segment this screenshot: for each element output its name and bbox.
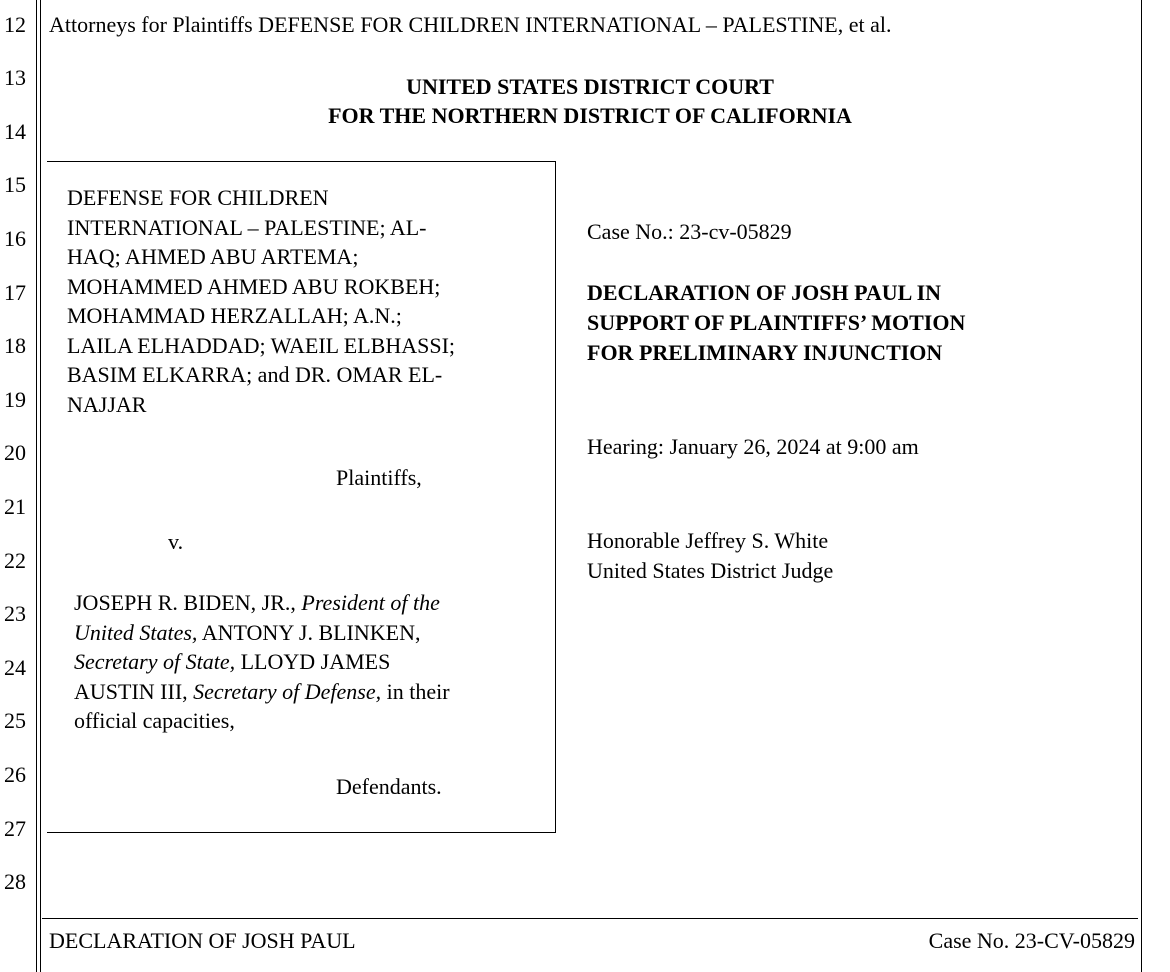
judge-name: Honorable Jeffrey S. White bbox=[587, 528, 829, 553]
line-number: 24 bbox=[4, 655, 26, 680]
judge-title: United States District Judge bbox=[587, 558, 834, 583]
defendants-names bbox=[74, 588, 450, 736]
right-margin-rule bbox=[1141, 0, 1142, 972]
footer-case-number: Case No. 23-CV-05829 bbox=[928, 928, 1135, 953]
footer-title: DECLARATION OF JOSH PAUL bbox=[49, 928, 356, 953]
line-number: 13 bbox=[4, 65, 26, 90]
line-number: 12 bbox=[4, 12, 26, 37]
defendants-line-2: United States, ANTONY J. BLINKEN, bbox=[74, 619, 421, 645]
defendants-label: Defendants. bbox=[336, 774, 442, 799]
line-number: 18 bbox=[4, 333, 26, 358]
plaintiffs-line: DEFENSE FOR CHILDREN bbox=[67, 185, 329, 210]
plaintiffs-line: NAJJAR bbox=[67, 391, 147, 417]
plaintiffs-line: MOHAMMAD HERZALLAH; A.N.; bbox=[67, 303, 402, 328]
line-number: 19 bbox=[4, 387, 26, 412]
document-title bbox=[587, 278, 965, 368]
line-numbers bbox=[0, 0, 30, 972]
line-number: 21 bbox=[4, 494, 26, 519]
line-number: 14 bbox=[4, 119, 26, 144]
document-title-line: FOR PRELIMINARY INJUNCTION bbox=[587, 340, 943, 365]
line-number: 23 bbox=[4, 601, 26, 626]
line-number: 26 bbox=[4, 762, 26, 787]
left-margin-rule-2 bbox=[40, 0, 41, 972]
line-number: 25 bbox=[4, 708, 26, 733]
plaintiffs-line: HAQ; AHMED ABU ARTEMA; bbox=[67, 244, 359, 269]
plaintiffs-line: INTERNATIONAL – PALESTINE; AL- bbox=[67, 214, 427, 240]
line-number: 17 bbox=[4, 280, 26, 305]
defendants-line-1: JOSEPH R. BIDEN, JR., President of the bbox=[74, 590, 440, 615]
line-number: 22 bbox=[4, 548, 26, 573]
plaintiffs-line: LAILA ELHADDAD; WAEIL ELBHASSI; bbox=[67, 332, 456, 358]
line-number: 20 bbox=[4, 440, 26, 465]
line-number: 27 bbox=[4, 816, 26, 841]
left-margin-rule-1 bbox=[36, 0, 37, 972]
versus: v. bbox=[168, 529, 184, 554]
document-title-line: DECLARATION OF JOSH PAUL IN bbox=[587, 280, 942, 305]
plaintiffs-names bbox=[67, 183, 455, 419]
plaintiffs-label: Plaintiffs, bbox=[336, 465, 422, 490]
case-number: Case No.: 23-cv-05829 bbox=[587, 219, 792, 244]
defendants-line-5: official capacities, bbox=[74, 708, 235, 733]
court-name: UNITED STATES DISTRICT COURT bbox=[406, 74, 774, 99]
court-district: FOR THE NORTHERN DISTRICT OF CALIFORNIA bbox=[328, 103, 852, 128]
plaintiffs-line: MOHAMMED AHMED ABU ROKBEH; bbox=[67, 273, 441, 299]
line-number: 16 bbox=[4, 226, 26, 251]
footer-rule bbox=[42, 918, 1138, 919]
line-number: 28 bbox=[4, 869, 26, 894]
attorneys-line: Attorneys for Plaintiffs DEFENSE FOR CHILDREN INTERNATIONAL – PALESTINE, et al. bbox=[49, 12, 892, 37]
defendants-line-3: Secretary of State, LLOYD JAMES bbox=[74, 649, 391, 674]
hearing-info: Hearing: January 26, 2024 at 9:00 am bbox=[587, 434, 919, 459]
document-title-line: SUPPORT OF PLAINTIFFS’ MOTION bbox=[587, 310, 966, 335]
plaintiffs-line: BASIM ELKARRA; and DR. OMAR EL- bbox=[67, 362, 443, 387]
defendants-line-4: AUSTIN III, Secretary of Defense, in their bbox=[74, 678, 450, 704]
line-number: 15 bbox=[4, 172, 26, 197]
